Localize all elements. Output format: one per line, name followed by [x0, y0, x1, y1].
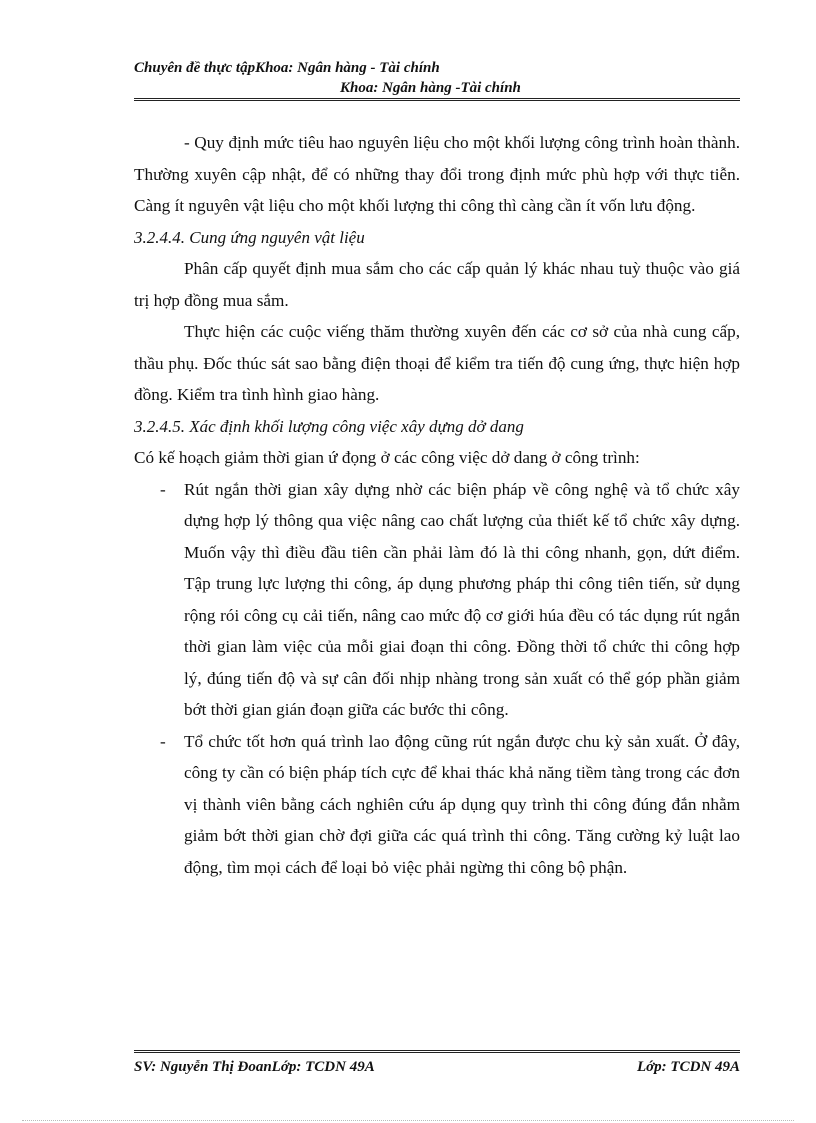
list-item	[134, 726, 740, 884]
paragraph-supplier-visits: Thực hiện các cuộc viếng thăm thường xuyên đến các cơ sở của nhà cung cấp, thầu phụ. Đốc thúc sát sao bằng điện thoại để kiểm tra tiến độ cung ứng, thực hiện hợp đồng. Kiểm tra tình hình giao hàng.	[134, 322, 740, 404]
section-heading-wip: 3.2.4.5. Xác định khối lượng công việc xây dựng dở dang	[134, 416, 524, 436]
header-subtitle: Khoa: Ngân hàng -Tài chính	[340, 80, 521, 96]
page-body	[134, 127, 740, 883]
section-heading-supply: 3.2.4.4. Cung ứng nguyên vật liệu	[134, 227, 365, 247]
page-header	[134, 58, 740, 101]
list-item	[134, 474, 740, 726]
footer-class: Lớp: TCDN 49A	[636, 1059, 740, 1075]
paragraph-material-norms: - Quy định mức tiêu hao nguyên liệu cho một khối lượng công trình hoàn thành. Thường xuyên cập nhật, để có những thay đổi trong định mức phù hợp với thực tiễn. Càng ít nguyên vật liệu cho một khối lượng thi công thì càng cần ít vốn lưu động.	[134, 133, 740, 215]
footer-student: SV: Nguyễn Thị ĐoanLớp: TCDN 49A	[134, 1059, 375, 1075]
paragraph-procurement: Phân cấp quyết định mua sắm cho các cấp quản lý khác nhau tuỳ thuộc vào giá trị hợp đồng mua sắm.	[134, 259, 740, 310]
header-title: Chuyên đề thực tậpKhoa: Ngân hàng - Tài chính	[134, 60, 440, 76]
page-edge-divider	[22, 1120, 794, 1121]
paragraph-wip-plan: Có kế hoạch giảm thời gian ứ đọng ở các công việc dở dang ở công trình:	[134, 448, 640, 467]
list-item-text: Rút ngắn thời gian xây dựng nhờ các biện pháp về công nghệ và tổ chức xây dựng hợp lý thông qua việc nâng cao chất lượng của thiết kế tổ chức xây dựng. Muốn vậy thì điều đầu tiên cần phải làm đó là thi công nhanh, gọn, dứt điểm. Tập trung lực lượng thi công, áp dụng phương pháp thi công tiên tiến, sử dụng rộng rói công cụ cải tiến, nâng cao mức độ cơ giới húa đều có tác dụng rút ngắn thời gian làm việc của mỗi giai đoạn thi công. Đồng thời tổ chức thi công hợp lý, đúng tiến độ và sự cân đối nhịp nhàng trong sản xuất có thể góp phần giảm bớt thời gian gián đoạn giữa các bước thi công.	[184, 479, 740, 719]
bullet-dash-icon: -	[160, 731, 166, 751]
list-item-text: Tổ chức tốt hơn quá trình lao động cũng rút ngắn được chu kỳ sản xuất. Ở đây, công ty cần có biện pháp tích cực để khai thác khả năng tiềm tàng trong các đơn vị thành viên bằng cách nghiên cứu áp dụng quy trình thi công đúng đắn nhằm giảm bớt thời gian chờ đợi giữa các quá trình thi công. Tăng cường kỷ luật lao động, tìm mọi cách để loại bỏ việc phải ngừng thi công bộ phận.	[184, 731, 740, 877]
footer-rule	[134, 1050, 740, 1053]
page-footer	[134, 1050, 740, 1077]
bullet-dash-icon: -	[160, 479, 166, 499]
header-rule	[134, 98, 740, 101]
